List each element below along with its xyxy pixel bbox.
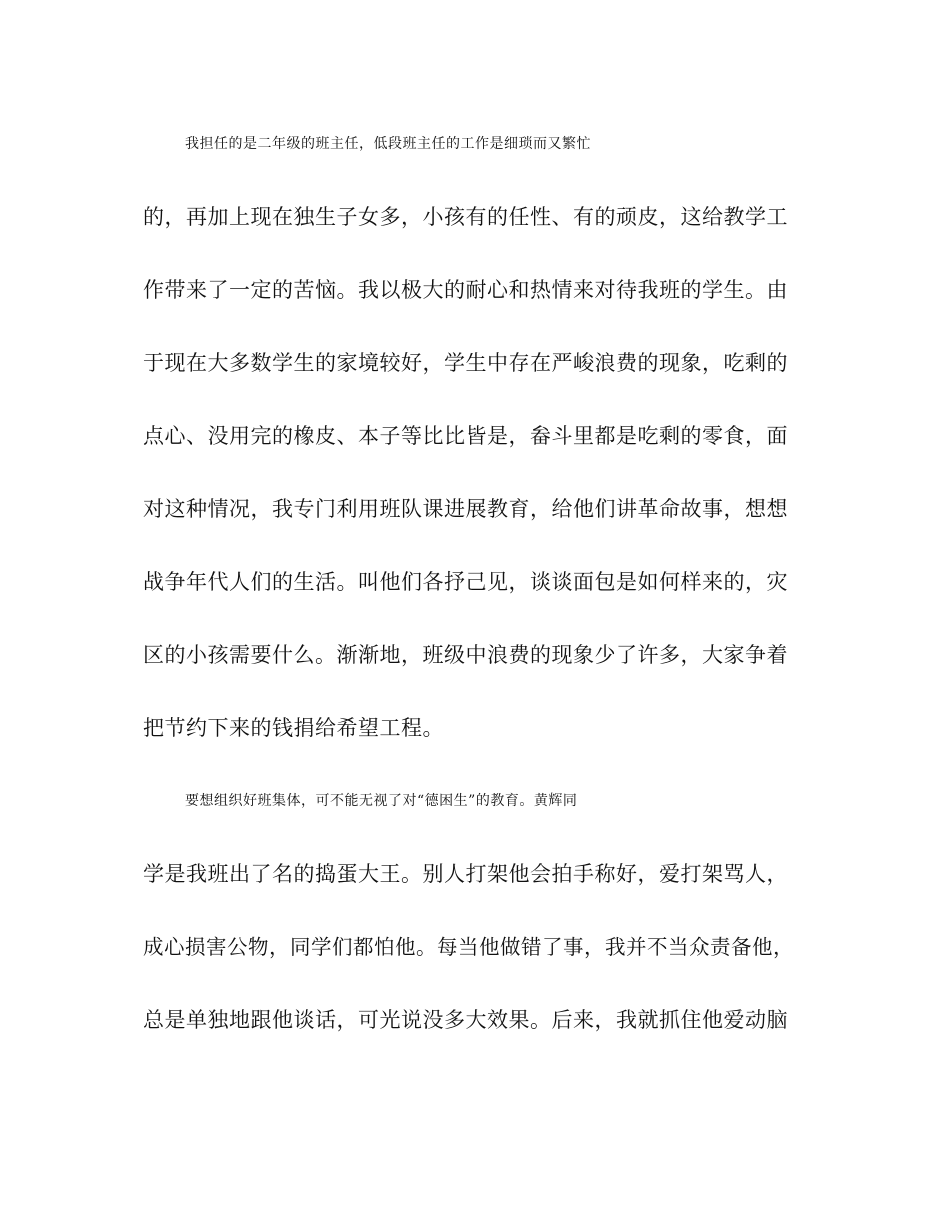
paragraph-1-line-8: 区的小孩需要什么。渐渐地，班级中浪费的现象少了许多，大家争着 (143, 643, 788, 667)
paragraph-2-line-3: 成心损害公物，同学们都怕他。每当他做错了事，我并不当众责备他， (143, 935, 794, 959)
paragraph-1-line-3: 作带来了一定的苦恼。我以极大的耐心和热情来对待我班的学生。由 (143, 278, 788, 302)
paragraph-2-line-1: 要想组织好班集体，可不能无视了对“德困生”的教育。黄辉同 (185, 793, 578, 809)
paragraph-1-line-5: 点心、没用完的橡皮、本子等比比皆是，畚斗里都是吃剩的零食，面 (143, 424, 788, 448)
paragraph-1-line-7: 战争年代人们的生活。叫他们各抒己见，谈谈面包是如何样来的，灾 (143, 570, 788, 594)
paragraph-1-line-1: 我担任的是二年级的班主任，低段班主任的工作是细琐而又繁忙 (185, 136, 591, 152)
paragraph-1-line-2: 的，再加上现在独生子女多，小孩有的任性、有的顽皮，这给教学工 (143, 205, 788, 229)
paragraph-2-line-4: 总是单独地跟他谈话，可光说没多大效果。后来，我就抓住他爱动脑 (143, 1008, 788, 1032)
paragraph-2-line-2: 学是我班出了名的捣蛋大王。别人打架他会拍手称好，爱打架骂人， (143, 862, 788, 886)
paragraph-1-line-4: 于现在大多数学生的家境较好，学生中存在严峻浪费的现象，吃剩的 (143, 351, 788, 375)
paragraph-1-line-6: 对这种情况，我专门利用班队课进展教育，给他们讲革命故事，想想 (143, 497, 788, 521)
paragraph-1-line-9: 把节约下来的钱捐给希望工程。 (143, 716, 444, 740)
